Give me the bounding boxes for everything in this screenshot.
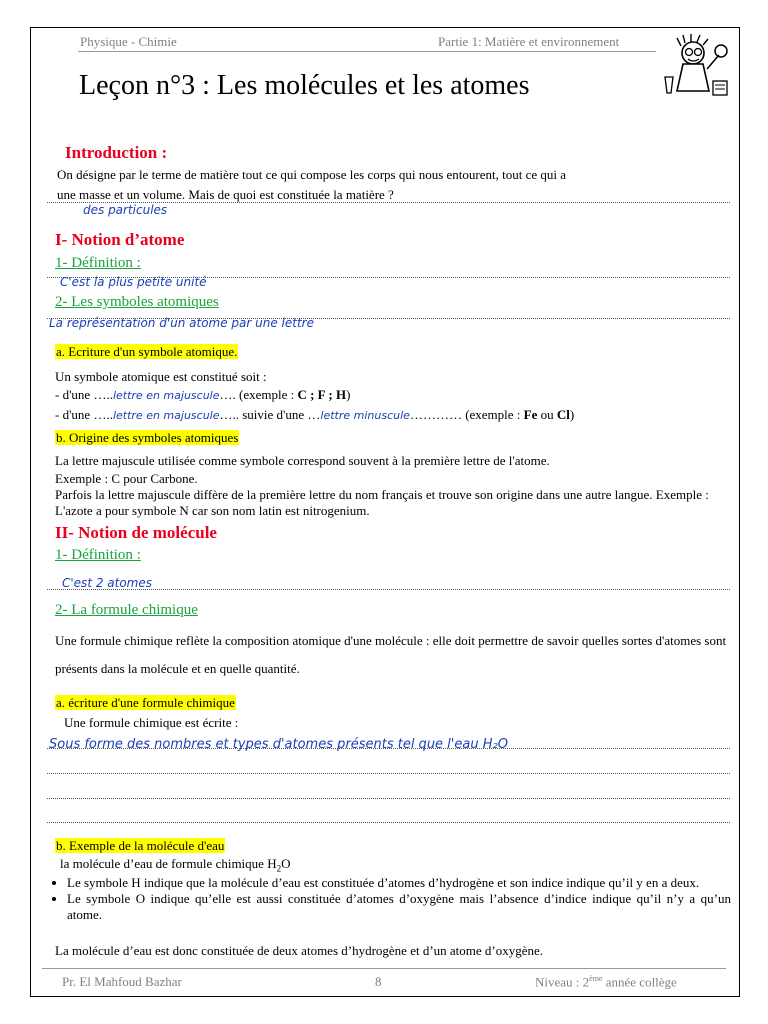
section2-a-line-3 [47, 798, 730, 799]
section1-a-line1: - d'une …..lettre en majuscule…. (exemple : C ; F ; H) [55, 387, 351, 402]
section2-a-line-2 [47, 773, 730, 774]
section1-b-text2: Exemple : C pour Carbone. [55, 471, 198, 486]
section1-def-answer: C'est la plus petite unité [60, 275, 207, 289]
section2-b-heading: b. Exemple de la molécule d'eau [56, 838, 225, 853]
section1-b-heading: b. Origine des symboles atomiques [56, 430, 239, 445]
section1-a-heading: a. Ecriture d'un symbole atomique. [56, 344, 238, 359]
footer-rule [42, 968, 726, 969]
header-part: Partie 1: Matière et environnement [438, 34, 620, 49]
footer-page-number: 8 [375, 974, 382, 989]
section2-heading: II- Notion de molécule [55, 523, 217, 542]
section1-symbols-heading: 2- Les symboles atomiques [55, 294, 219, 310]
footer-author: Pr. El Mahfoud Bazhar [62, 974, 182, 989]
section2-b-bullets [45, 875, 731, 923]
header-rule [78, 51, 656, 52]
section1-b-text1: La lettre majuscule utilisée comme symbole correspond souvent à la première lettre de l'atome. [55, 453, 550, 468]
section1-def-heading: 1- Définition : [55, 255, 141, 271]
section2-conclusion: La molécule d’eau est donc constituée de deux atomes d’hydrogène et d’un atome d’oxygène. [55, 943, 544, 958]
intro-text-1: On désigne par le terme de matière tout ce qui compose les corps qui nous entourent, tout ce qui a [57, 167, 567, 182]
section2-bullet-2: • Le symbole O indique qu’elle est aussi constituée d’atomes d’oxygène mais l’absence d’indice indique qu’il n’y a qu’un atome. [67, 891, 731, 923]
section1-a-line2-fill: lettre en majuscule [112, 409, 220, 422]
section1-symbols-answer: La représentation d'un atome par une lettre [49, 316, 315, 330]
page-title: Leçon n°3 : Les molécules et les atomes [79, 70, 530, 101]
section1-a-line1-fill: lettre en majuscule [112, 389, 220, 402]
section1-a-intro: Un symbole atomique est constitué soit : [55, 369, 267, 384]
section2-formula-text: Une formule chimique reflète la composition atomique d'une molécule : elle doit permettre de savoir quelles sortes d'atomes sont présents dans la molécule et en quelle quantité. [55, 633, 727, 676]
intro-heading: Introduction : [65, 143, 168, 162]
section1-heading: I- Notion d’atome [55, 230, 185, 249]
section2-b-intro: la molécule d’eau de formule chimique $H_2O$ [60, 856, 291, 874]
section2-a-line-4 [47, 822, 730, 823]
footer-level: Niveau : 2ème année collège [535, 974, 677, 990]
section1-b-text3: Parfois la lettre majuscule diffère de la première lettre du nom français et trouve son origine dans une autre langue. Exemple : L'azote a pour symbole N car son nom latin est nitrogenium. [55, 487, 709, 518]
section2-a-heading: a. écriture d'une formule chimique [56, 695, 235, 710]
scientist-mascot-icon [661, 33, 733, 101]
section2-formula-heading: 2- La formule chimique [55, 602, 198, 618]
intro-answer: des particules [83, 203, 168, 217]
header-subject: Physique - Chimie [80, 34, 177, 49]
section2-a-answer: Sous forme des nombres et types d'atomes présents tel que l'eau H₂O [49, 737, 508, 752]
section2-a-intro: Une formule chimique est écrite : [64, 715, 239, 730]
section2-def-heading: 1- Définition : [55, 547, 141, 563]
section1-a-line2: - d'une …..lettre en majuscule….. suivie d'une …lettre minuscule………… (exemple : Fe ou Cl) [55, 407, 575, 422]
section2-def-answer: C'est 2 atomes [62, 576, 153, 590]
intro-text-2: une masse et un volume. Mais de quoi est constituée la matière ? [57, 187, 394, 202]
section2-bullet-1: • Le symbole H indique que la molécule d’eau est constituée d’atomes d’hydrogène et son indice indique qu’il y en a deux. [67, 875, 731, 891]
section1-a-line2-fill2: lettre minuscule [320, 409, 410, 422]
